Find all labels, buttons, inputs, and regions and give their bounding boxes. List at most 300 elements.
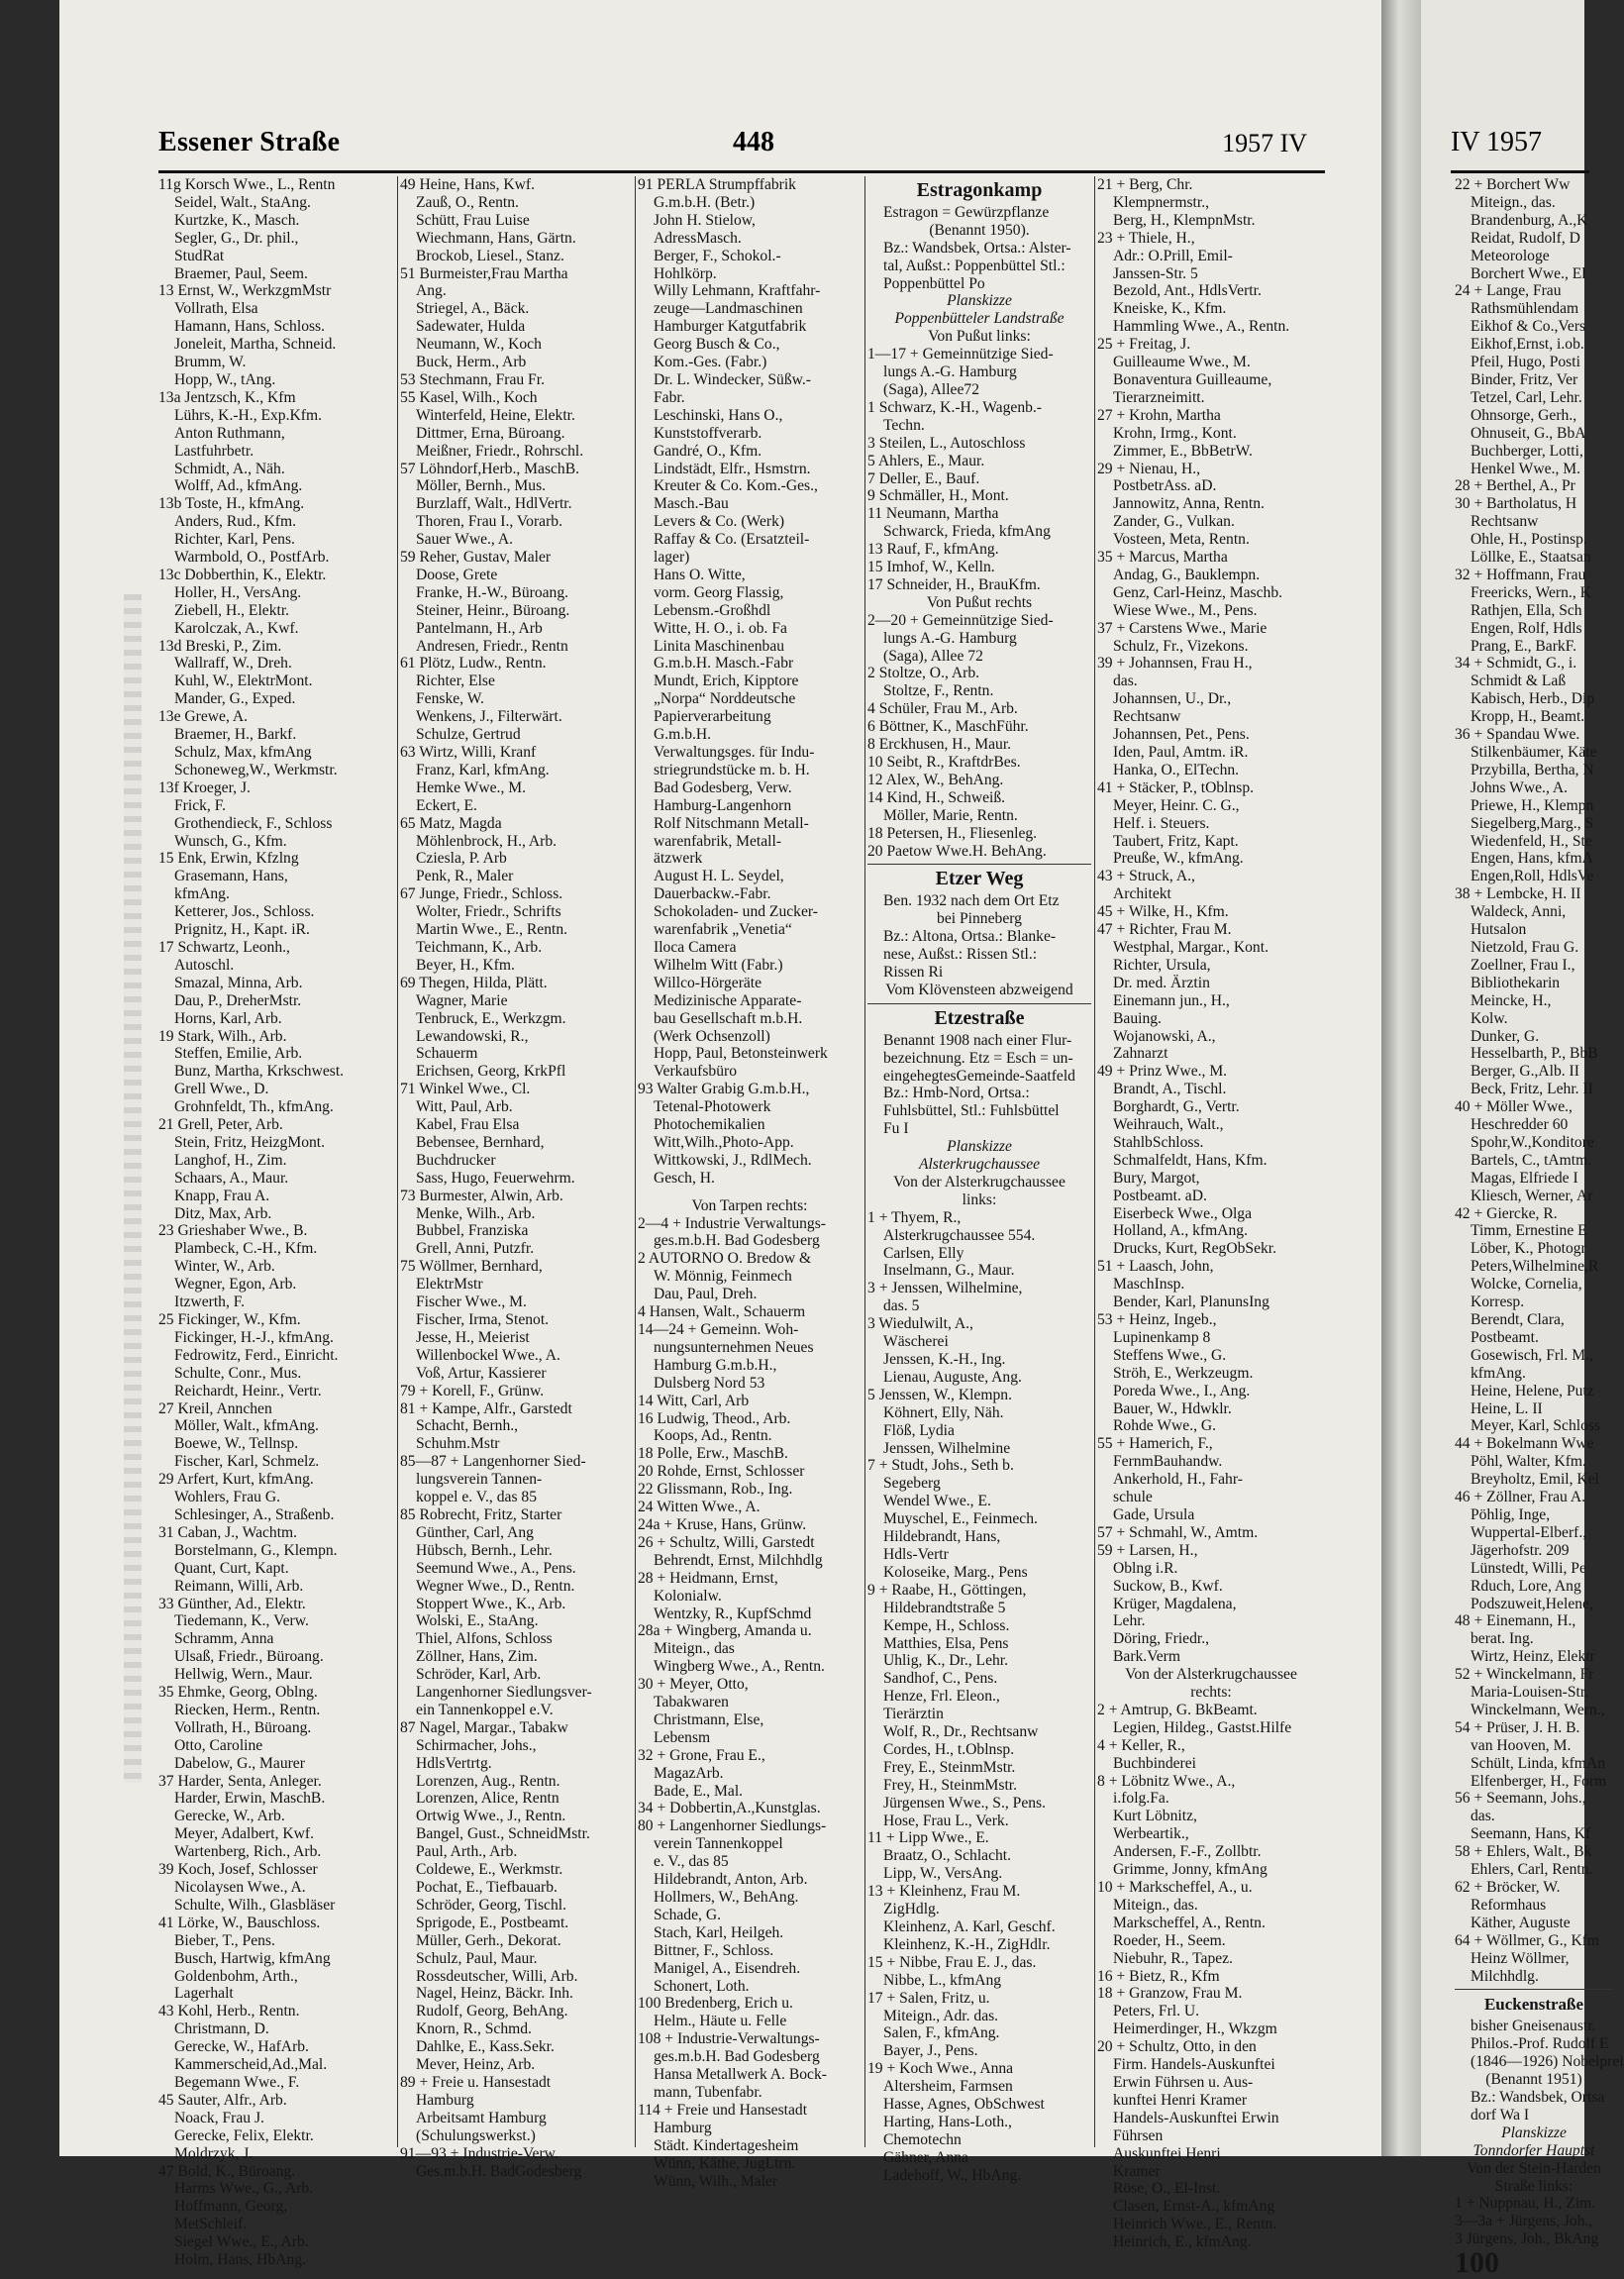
resident-entry: Photochemikalien — [654, 1116, 765, 1134]
resident-entry: Hammling Wwe., A., Rentn. — [1113, 318, 1290, 336]
resident-entry: Winter, W., Arb. — [174, 1258, 275, 1276]
resident-entry: Schacht, Bernh., — [416, 1417, 519, 1435]
section-note: (Benannt 1951) — [1485, 2071, 1582, 2089]
resident-entry: Zahnarzt — [1113, 1045, 1168, 1063]
resident-entry: Berger, F., Schokol.- — [654, 247, 781, 264]
house-number-entry: 56 + Seemann, Johs., — [1455, 1790, 1586, 1808]
house-number-entry: 3 Steilen, L., Autoschloss — [867, 434, 1026, 452]
resident-entry: Erwin Führsen u. Aus- — [1113, 2073, 1254, 2091]
resident-entry: Krohn, Irmg., Kont. — [1113, 424, 1237, 442]
resident-entry: Vosteen, Meta, Rentn. — [1113, 531, 1250, 549]
resident-entry: e. V., das 85 — [654, 1853, 729, 1871]
house-number-entry: 89 + Freie u. Hansestadt — [400, 2073, 552, 2091]
column-divider — [1094, 176, 1095, 2147]
resident-entry: van Hooven, M. — [1471, 1736, 1572, 1754]
resident-entry: Hamburg — [654, 2119, 712, 2136]
resident-entry: Quant, Curt, Kapt. — [174, 1559, 289, 1577]
resident-entry: Henkel Wwe., M. — [1471, 460, 1581, 477]
resident-entry: Jesse, H., Meierist — [416, 1328, 530, 1346]
resident-entry: Stilkenbäumer, Käte — [1471, 744, 1597, 761]
resident-entry: (Werk Ochsenzoll) — [654, 1027, 770, 1045]
section-rule — [867, 864, 1091, 865]
resident-entry: Lagerhalt — [174, 1985, 234, 2003]
resident-entry: Philos.-Prof. Rudolf E — [1471, 2035, 1609, 2053]
resident-entry: Verwaltungsges. für Indu- — [654, 744, 815, 761]
resident-entry: Penk, R., Maler — [416, 868, 514, 885]
resident-entry: Hesselbarth, P., BbB — [1471, 1045, 1598, 1063]
resident-entry: (1846—1926) Nobelprei — [1471, 2053, 1624, 2071]
house-number-entry: 81 + Kampe, Alfr., Garstedt — [400, 1399, 572, 1417]
resident-entry: eingehegtesGemeinde-Saatfeld — [883, 1067, 1075, 1085]
house-number-entry: 13 Rauf, F., kfmAng. — [867, 541, 999, 559]
resident-entry: Gerecke, Felix, Elektr. — [174, 2126, 314, 2144]
house-number-entry: 28 + Heidmann, Ernst, — [638, 1569, 778, 1587]
house-number-entry: 1—17 + Gemeinnützige Sied- — [867, 346, 1054, 363]
resident-entry: Hoffmann, Georg, — [174, 2198, 288, 2216]
resident-entry: Ben. 1932 nach dem Ort Etz — [883, 892, 1060, 910]
resident-entry: Ortwig Wwe., J., Rentn. — [416, 1808, 566, 1825]
house-number-entry: 15 Enk, Erwin, Kfzlng — [158, 850, 299, 868]
resident-entry: nungsunternehmen Neues — [654, 1338, 814, 1356]
resident-entry: Klempnermstr., — [1113, 193, 1210, 211]
resident-entry: Fu I — [883, 1120, 909, 1138]
resident-entry: Raffay & Co. (Ersatzteil- — [654, 531, 810, 549]
resident-entry: Hildebrandtstraße 5 — [883, 1599, 1006, 1616]
resident-entry: Schmidt, A., Näh. — [174, 460, 285, 477]
house-number-entry: 5 Ahlers, E., Maur. — [867, 452, 985, 469]
house-number-entry: 1 + Nuppnau, H., Zim. — [1455, 2195, 1596, 2213]
resident-entry: Erichsen, Georg, KrkPfl — [416, 1063, 566, 1081]
resident-entry: Jannowitz, Anna, Rentn. — [1113, 495, 1265, 513]
house-number-entry: 17 Schwartz, Leonh., — [158, 938, 290, 956]
resident-entry: vorm. Georg Flassig, — [654, 583, 784, 601]
house-number-entry: 49 Heine, Hans, Kwf. — [400, 176, 535, 193]
resident-entry: Wiechmann, Hans, Gärtn. — [416, 229, 576, 247]
resident-entry: Lupinenkamp 8 — [1113, 1328, 1211, 1346]
house-number-entry: 15 + Nibbe, Frau E. J., das. — [867, 1953, 1037, 1971]
resident-entry: Waldeck, Anni, — [1471, 903, 1567, 921]
resident-entry: Schulz, Max, kfmAng — [174, 744, 312, 761]
house-number-entry: 45 Sauter, Alfr., Arb. — [158, 2091, 287, 2109]
resident-entry: Thiel, Alfons, Schloss — [416, 1630, 553, 1648]
resident-entry: Kolw. — [1471, 1009, 1508, 1027]
house-number-entry: 7 + Studt, Johs., Seth b. — [867, 1457, 1014, 1475]
resident-entry: Bender, Karl, PlanunsIng — [1113, 1294, 1269, 1311]
resident-entry: Hose, Frau L., Verk. — [883, 1812, 1009, 1829]
resident-entry: Hutsalon — [1471, 921, 1527, 939]
resident-entry: Wäscherei — [883, 1333, 949, 1351]
resident-entry: Pantelmann, H., Arb — [416, 619, 543, 637]
street-heading: Etzer Weg — [935, 868, 1024, 890]
resident-entry: Teichmann, K., Arb. — [416, 938, 543, 956]
section-note: Vom Klövensteen abzweigend — [885, 981, 1073, 998]
house-number-entry: 17 + Salen, Fritz, u. — [867, 1989, 990, 2007]
resident-entry: Dunker, G. — [1471, 1027, 1540, 1045]
resident-entry: Eikhof,Ernst, i.ob. — [1471, 336, 1584, 354]
resident-entry: Willy Lehmann, Kraftfahr- — [654, 282, 821, 300]
house-number-entry: 3 Wiedulwilt, A., — [867, 1315, 973, 1333]
house-number-entry: 3 Jürgens, Joh., BkAng — [1455, 2230, 1599, 2248]
resident-entry: Wegner, Egon, Arb. — [174, 1276, 297, 1294]
resident-entry: Prang, E., BarkF. — [1471, 637, 1577, 655]
resident-entry: Bz.: Altona, Ortsa.: Blanke- — [883, 928, 1057, 946]
section-note: links: — [962, 1191, 997, 1208]
resident-entry: Genz, Carl-Heinz, Maschb. — [1113, 583, 1283, 601]
resident-entry: Heinz Wöllmer, — [1471, 1949, 1570, 1967]
resident-entry: Joneleit, Martha, Schneid. — [174, 336, 337, 354]
resident-entry: Bunz, Martha, Krkschwest. — [174, 1063, 345, 1081]
resident-entry: Engen, Hans, kfmA — [1471, 850, 1593, 868]
resident-entry: Beyer, H., Kfm. — [416, 956, 515, 974]
resident-entry: kfmAng. — [174, 885, 230, 903]
house-number-entry: 29 Arfert, Kurt, kfmAng. — [158, 1471, 314, 1489]
resident-entry: Stein, Fritz, HeizgMont. — [174, 1133, 326, 1151]
resident-entry: Podszuweit,Helene, — [1471, 1595, 1593, 1612]
house-number-entry: 35 Ehmke, Georg, Oblng. — [158, 1684, 318, 1702]
year-volume: 1957 IV — [1222, 129, 1307, 157]
house-number-entry: 25 + Freitag, J. — [1097, 336, 1191, 354]
resident-entry: Hans O. Witte, — [654, 566, 746, 583]
resident-entry: Gade, Ursula — [1113, 1505, 1195, 1523]
resident-entry: Richter, Else — [416, 673, 495, 690]
resident-entry: lager) — [654, 549, 690, 567]
resident-entry: Ziebell, H., Elektr. — [174, 601, 290, 619]
resident-entry: Willco-Hörgeräte — [654, 974, 762, 991]
resident-entry: Müller, Gerh., Dekorat. — [416, 1931, 561, 1949]
resident-entry: Suckow, B., Kwf. — [1113, 1577, 1223, 1595]
resident-entry: Lebensm.-Großhdl — [654, 601, 771, 619]
resident-entry: Wagner, Marie — [416, 991, 508, 1009]
resident-entry: Ulsaß, Friedr., Büroang. — [174, 1648, 324, 1666]
resident-entry: Lorenzen, Aug., Rentn. — [416, 1772, 560, 1790]
house-number-entry: 67 Junge, Friedr., Schloss. — [400, 885, 563, 903]
resident-entry: Ohle, H., Postinsp. — [1471, 531, 1587, 549]
resident-entry: Berg, H., KlempnMstr. — [1113, 211, 1256, 229]
house-number-entry: 20 Paetow Wwe.H. BehAng. — [867, 842, 1047, 860]
resident-entry: Jenssen, Wilhelmine — [883, 1439, 1011, 1457]
resident-entry: Seemund Wwe., A., Pens. — [416, 1559, 576, 1577]
resident-entry: Striegel, A., Bäck. — [416, 300, 530, 318]
resident-entry: Grell, Anni, Putzfr. — [416, 1240, 535, 1258]
resident-entry: Wohlers, Frau G. — [174, 1489, 281, 1506]
house-number-entry: 64 + Wöllmer, G., Kfm — [1455, 1931, 1600, 1949]
resident-entry: Wünn, Wilh., Maler — [654, 2172, 778, 2190]
house-number-entry: 30 + Bartholatus, H — [1455, 495, 1577, 513]
resident-entry: Franz, Karl, kfmAng. — [416, 761, 550, 778]
resident-entry: Eiserbeck Wwe., Olga — [1113, 1204, 1253, 1222]
page-number: 448 — [733, 127, 774, 157]
house-number-entry: 3—3a + Jürgens, Joh., — [1455, 2213, 1593, 2230]
resident-entry: Kramer — [1113, 2162, 1161, 2180]
right-page — [1421, 0, 1624, 2279]
resident-entry: Papierverarbeitung — [654, 708, 771, 726]
resident-entry: Altersheim, Farmsen — [883, 2078, 1013, 2096]
resident-entry: Lastfuhrbetr. — [174, 442, 254, 460]
resident-entry: Löllke, E., Staatsan — [1471, 549, 1591, 567]
house-number-entry: 91—93 + Industrie-Verw. — [400, 2144, 558, 2162]
resident-entry: Autoschl. — [174, 956, 235, 974]
resident-entry: Hildebrandt, Anton, Arb. — [654, 1871, 808, 1889]
resident-entry: Schirmacher, Johs., — [416, 1736, 537, 1754]
resident-entry: ges.m.b.H. Bad Godesberg — [654, 2048, 820, 2066]
resident-entry: Preuße, W., kfmAng. — [1113, 850, 1244, 868]
street-heading: Etzestraße — [934, 1006, 1025, 1029]
resident-entry: berat. Ing. — [1471, 1630, 1534, 1648]
resident-entry: Wolcke, Cornelia, — [1471, 1276, 1582, 1294]
resident-entry: PostbetrAss. aD. — [1113, 477, 1217, 495]
resident-entry: Steiner, Heinr., Büroang. — [416, 601, 570, 619]
resident-entry: Brandt, A., Tischl. — [1113, 1081, 1227, 1098]
house-number-entry: 49 + Prinz Wwe., M. — [1097, 1063, 1228, 1081]
resident-entry: Steffen, Emilie, Arb. — [174, 1045, 303, 1063]
resident-entry: Behrendt, Ernst, Milchhdlg — [654, 1551, 823, 1569]
resident-entry: Ges.m.b.H. BadGodesberg — [416, 2162, 582, 2180]
resident-entry: Hellwig, Wern., Maur. — [174, 1666, 313, 1684]
column-divider — [397, 176, 398, 2147]
resident-entry: Richter, Karl, Pens. — [174, 531, 295, 549]
resident-entry: Hollmers, W., BehAng. — [654, 1889, 799, 1906]
house-number-entry: 48 + Einemann, H., — [1455, 1612, 1576, 1630]
resident-entry: Priewe, H., Klempn — [1471, 796, 1594, 814]
resident-entry: Käther, Auguste — [1471, 1914, 1571, 1931]
resident-entry: Linita Maschinenbau — [654, 637, 785, 655]
resident-entry: Nietzold, Frau G. — [1471, 938, 1579, 956]
section-note: Von der Stein-Harden — [1467, 2159, 1601, 2177]
resident-entry: Wendel Wwe., E. — [883, 1493, 991, 1510]
spacer — [638, 1188, 862, 1197]
resident-entry: Ladehoff, W., HbAng. — [883, 2166, 1022, 2184]
house-number-entry: 4 Hansen, Walt., Schauerm — [638, 1303, 806, 1321]
resident-entry: Cordes, H., t.Oblnsp. — [883, 1740, 1015, 1758]
house-number-entry: 14—24 + Gemeinn. Woh- — [638, 1321, 799, 1338]
resident-entry: Möhlenbrock, H., Arb. — [416, 832, 558, 850]
resident-entry: Hanka, O., ElTechn. — [1113, 761, 1240, 778]
resident-entry: Neumann, W., Koch — [416, 336, 542, 354]
house-number-entry: 9 Schmäller, H., Mont. — [867, 487, 1009, 505]
house-number-entry: 36 + Spandau Wwe. — [1455, 726, 1580, 744]
resident-entry: Ankerhold, H., Fahr- — [1113, 1471, 1243, 1489]
resident-entry: ges.m.b.H. Bad Godesberg — [654, 1232, 820, 1250]
section-note: Von Tarpen rechts: — [691, 1196, 808, 1214]
resident-entry: Hamburg — [416, 2091, 474, 2109]
resident-entry: Führsen — [1113, 2126, 1164, 2144]
resident-entry: Bad Godesberg, Verw. — [654, 778, 792, 796]
resident-entry: Wojanowski, A., — [1113, 1027, 1216, 1045]
resident-entry: Janssen-Str. 5 — [1113, 264, 1198, 282]
resident-entry: Grell Wwe., D. — [174, 1081, 269, 1098]
resident-entry: Pöhlig, Inge, — [1471, 1505, 1551, 1523]
house-number-entry: 30 + Meyer, Otto, — [638, 1676, 749, 1694]
resident-entry: Ohnsorge, Gerh., — [1471, 406, 1577, 424]
house-number-entry: 11 + Lipp Wwe., E. — [867, 1829, 989, 1847]
resident-entry: Johannsen, U., Dr., — [1113, 690, 1232, 708]
resident-entry: Rohde Wwe., G. — [1113, 1417, 1217, 1435]
resident-entry: Döring, Friedr., — [1113, 1630, 1210, 1648]
resident-entry: Beck, Fritz, Lehr. II — [1471, 1081, 1593, 1098]
resident-entry: Brumm, W. — [174, 354, 247, 371]
resident-entry: Milchhdlg. — [1471, 1967, 1539, 1985]
resident-entry: Cziesla, P. Arb — [416, 850, 507, 868]
resident-entry: Georg Busch & Co., — [654, 336, 780, 354]
resident-entry: Menke, Wilh., Arb. — [416, 1204, 536, 1222]
resident-entry: Johannsen, Pet., Pens. — [1113, 726, 1250, 744]
resident-entry: Bury, Margot, — [1113, 1169, 1200, 1187]
resident-entry: Goldenbohm, Arth., — [174, 1967, 298, 1985]
resident-entry: Harms Wwe., G., Arb. — [174, 2180, 314, 2198]
house-number-entry: 79 + Korell, F., Grünw. — [400, 1382, 545, 1399]
house-number-entry: 11g Korsch Wwe., L., Rentn — [158, 176, 336, 193]
resident-entry: Knorn, R., Schmd. — [416, 2020, 532, 2038]
resident-entry: Alsterkrugchaussee 554. — [883, 1226, 1036, 1244]
directory-column-1 — [158, 176, 394, 2269]
resident-entry: Inselmann, G., Maur. — [883, 1262, 1015, 1280]
resident-entry: Grothendieck, F., Schloss — [174, 814, 333, 832]
house-number-entry: 2—20 + Gemeinnützige Sied- — [867, 611, 1054, 629]
house-number-entry: 1 Schwarz, K.-H., Wagenb.- — [867, 398, 1043, 416]
house-number-entry: 62 + Bröcker, W. — [1455, 1879, 1561, 1896]
resident-entry: Henze, Frl. Eleon., — [883, 1688, 1000, 1706]
resident-entry: Bz.: Wandsbek, Ortsa.: Alster- — [883, 239, 1071, 257]
resident-entry: Lebensm — [654, 1728, 711, 1746]
house-number-entry: 12 Alex, W., BehAng. — [867, 771, 1004, 788]
resident-entry: (Schulungswerkst.) — [416, 2126, 536, 2144]
section-note: Von der Alsterkrugchaussee — [1125, 1666, 1297, 1684]
resident-entry: Kleinhenz, K.-H., ZigHdlr. — [883, 1935, 1051, 1953]
resident-entry: Krüger, Magdalena, — [1113, 1595, 1237, 1612]
house-number-entry: 2 AUTORNO O. Bredow & — [638, 1250, 812, 1268]
resident-entry: Hamburg-Langenhorn — [654, 796, 792, 814]
resident-entry: Spohr,W.,Konditore — [1471, 1133, 1594, 1151]
house-number-entry: 21 + Berg, Chr. — [1097, 176, 1193, 193]
resident-entry: Martin Wwe., E., Rentn. — [416, 921, 568, 939]
resident-entry: Nagel, Heinz, Bäckr. Inh. — [416, 1985, 573, 2003]
resident-entry: Stoppert Wwe., K., Arb. — [416, 1595, 566, 1612]
directory-column-4 — [867, 176, 1091, 2184]
resident-entry: Fabr. — [654, 388, 685, 406]
resident-entry: Postbeamt. aD. — [1113, 1187, 1207, 1204]
resident-entry: Schröder, Karl, Arb. — [416, 1666, 542, 1684]
resident-entry: Kleinhenz, A. Karl, Geschf. — [883, 1918, 1056, 1935]
resident-entry: Schoneweg,W., Werkmstr. — [174, 761, 338, 778]
house-number-entry: 14 Witt, Carl, Arb — [638, 1392, 750, 1409]
resident-entry: Fuhlsbüttel, Stl.: Fuhlsbüttel — [883, 1102, 1060, 1120]
resident-entry: Kabisch, Herb., Dip — [1471, 690, 1595, 708]
resident-entry: Dau, Paul, Dreh. — [654, 1286, 758, 1303]
resident-entry: Magas, Elfriede I — [1471, 1169, 1578, 1187]
directory-column-3 — [638, 176, 862, 2190]
resident-entry: Wolf, R., Dr., Rechtsanw — [883, 1723, 1039, 1741]
house-number-entry: 2—4 + Industrie Verwaltungs- — [638, 1214, 826, 1232]
resident-entry: ElektrMstr — [416, 1276, 483, 1294]
resident-entry: Kom.-Ges. (Fabr.) — [654, 354, 767, 371]
resident-entry: Miteign., das. — [1113, 1896, 1198, 1914]
house-number-entry: 41 Lörke, W., Bauschloss. — [158, 1914, 321, 1931]
resident-entry: Fedrowitz, Ferd., Einricht. — [174, 1346, 339, 1364]
resident-entry: Wingberg Wwe., A., Rentn. — [654, 1658, 825, 1676]
resident-entry: Warmbold, O., PostfArb. — [174, 549, 330, 567]
resident-entry: Medizinische Apparate- — [654, 991, 802, 1009]
resident-entry: Möller, Marie, Rentn. — [883, 806, 1018, 824]
resident-entry: Stach, Karl, Heilgeh. — [654, 1923, 784, 1941]
resident-entry: Anders, Rud., Kfm. — [174, 513, 297, 531]
resident-entry: Sass, Hugo, Feuerwehrm. — [416, 1169, 575, 1187]
resident-entry: Fischer, Karl, Schmelz. — [174, 1453, 320, 1471]
resident-entry: Gähner, Anna — [883, 2148, 968, 2166]
resident-entry: Tabakwaren — [654, 1694, 729, 1711]
section-note: Straße links: — [1494, 2177, 1573, 2195]
house-number-entry: 44 + Bokelmann Wwe — [1455, 1435, 1594, 1453]
resident-entry: Dittmer, Erna, Büroang. — [416, 424, 565, 442]
resident-entry: i.folg.Fa. — [1113, 1790, 1169, 1808]
resident-entry: Jürgensen Wwe., S., Pens. — [883, 1794, 1047, 1812]
section-note: Von Pußut links: — [928, 328, 1031, 346]
resident-entry: Horns, Karl, Arb. — [174, 1009, 282, 1027]
resident-entry: Tetzel, Carl, Lehr. — [1471, 388, 1582, 406]
resident-entry: Seemann, Hans, Kf — [1471, 1825, 1591, 1843]
resident-entry: W. Mönnig, Feinmech — [654, 1268, 792, 1286]
resident-entry: Koloseike, Marg., Pens — [883, 1563, 1028, 1581]
resident-entry: Schuhm.Mstr — [416, 1435, 500, 1453]
resident-entry: Gerecke, W., HafArb. — [174, 2038, 309, 2056]
street-title: Essener Straße — [158, 127, 341, 157]
resident-entry: Sauer Wwe., A. — [416, 531, 514, 549]
resident-entry: Schulz, Paul, Maur. — [416, 1949, 538, 1967]
house-number-entry: 52 + Winckelmann, Fr — [1455, 1666, 1594, 1684]
resident-entry: Bade, E., Mal. — [654, 1782, 744, 1800]
resident-entry: Hübsch, Bernh., Lehr. — [416, 1541, 553, 1559]
resident-entry: Berger, G.,Alb. II — [1471, 1063, 1579, 1081]
resident-entry: Stoltze, F., Rentn. — [883, 682, 994, 700]
resident-entry: Kropp, H., Beamt. — [1471, 708, 1585, 726]
resident-entry: Adr.: O.Prill, Emil- — [1113, 247, 1233, 264]
resident-entry: kfmAng. — [1471, 1364, 1526, 1382]
resident-entry: Dau, P., DreherMstr. — [174, 991, 302, 1009]
resident-entry: Wentzky, R., KupfSchmd — [654, 1605, 812, 1622]
resident-entry: kunftei Henri Kramer — [1113, 2091, 1248, 2109]
resident-entry: Buck, Herm., Arb — [416, 354, 527, 371]
resident-entry: Schütt, Frau Luise — [416, 211, 530, 229]
resident-entry: zeuge—Landmaschinen — [654, 300, 803, 318]
resident-entry: Kabel, Frau Elsa — [416, 1116, 520, 1134]
resident-entry: Hohlkörp. — [654, 264, 717, 282]
resident-entry: Harder, Erwin, MaschB. — [174, 1790, 326, 1808]
resident-entry: Wolter, Friedr., Schrifts — [416, 903, 561, 921]
resident-entry: Harting, Hans-Loth., — [883, 2113, 1012, 2130]
resident-entry: Brandenburg, A.,K — [1471, 211, 1588, 229]
directory-column-5 — [1097, 176, 1325, 2251]
resident-entry: Holler, H., VersAng. — [174, 583, 302, 601]
resident-entry: Fischer Wwe., M. — [416, 1294, 527, 1311]
resident-entry: Voß, Artur, Kassierer — [416, 1364, 547, 1382]
resident-entry: Meteorologe — [1471, 247, 1550, 264]
resident-entry: Schulte, Conr., Mus. — [174, 1364, 302, 1382]
resident-entry: Paul, Arth., Arb. — [416, 1843, 518, 1861]
resident-entry: Christmann, Else, — [654, 1710, 764, 1728]
resident-entry: bezeichnung. Etz = Esch = un- — [883, 1049, 1073, 1067]
resident-entry: Taubert, Fritz, Kapt. — [1113, 832, 1239, 850]
house-number-entry: 34 + Schmidt, G., i. — [1455, 655, 1577, 673]
resident-entry: Reidat, Rudolf, D — [1471, 229, 1580, 247]
resident-entry: Wolff, Ad., kfmAng. — [174, 477, 303, 495]
house-number-entry: 13b Toste, H., kfmAng. — [158, 495, 305, 513]
resident-entry: Bittner, F., Schloss. — [654, 1941, 774, 1959]
resident-entry: Löber, K., Photogr — [1471, 1240, 1586, 1258]
resident-entry: Vollrath, Elsa — [174, 300, 258, 318]
resident-entry: Engen,Roll, HdlsVe — [1471, 868, 1594, 885]
resident-entry: Ströh, E., Werkzeugm. — [1113, 1364, 1254, 1382]
resident-entry: Holland, A., kfmAng. — [1113, 1222, 1249, 1240]
resident-entry: Boewe, W., Tellnsp. — [174, 1435, 299, 1453]
